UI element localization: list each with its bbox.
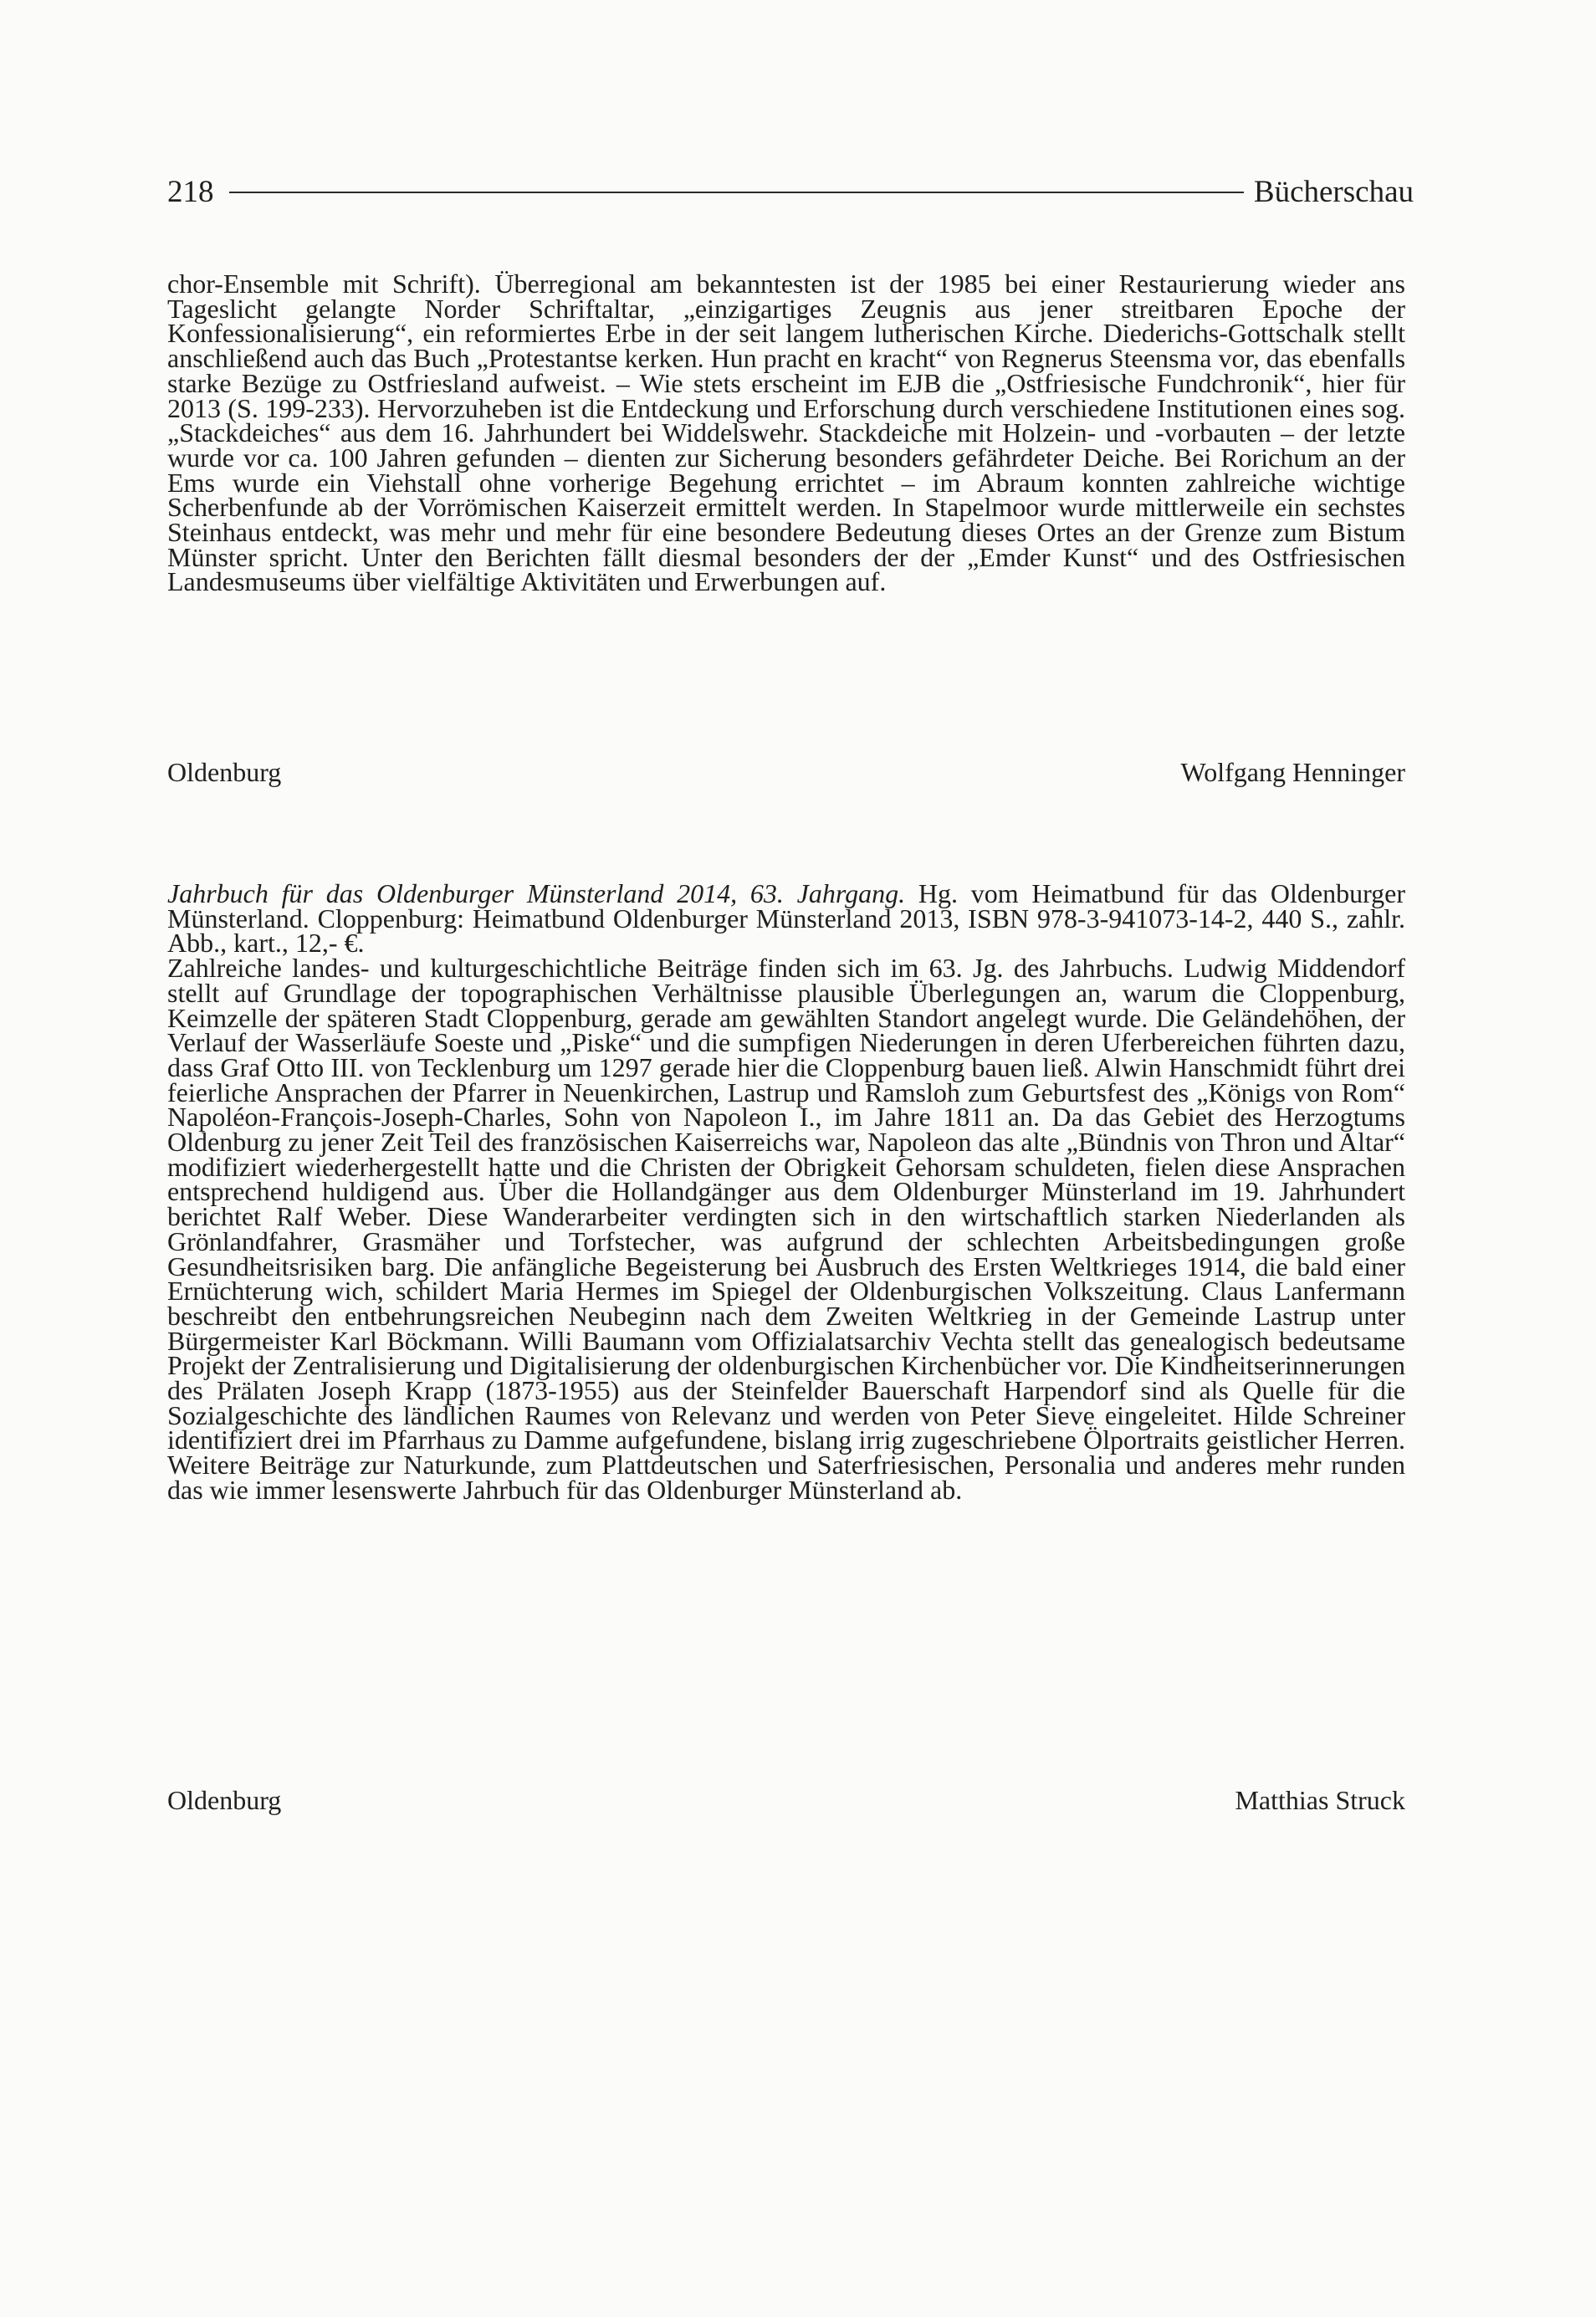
review-1 [167, 269, 1406, 597]
review-1-place: Oldenburg [167, 757, 282, 787]
review-2-signature [167, 1785, 1405, 1815]
review-1-signature [167, 757, 1405, 787]
review-2-author: Matthias Struck [1235, 1785, 1405, 1815]
review-1-author: Wolfgang Henninger [1180, 757, 1405, 787]
review-2-bib-details: Hg. vom Heimatbund für das Oldenburger Münsterland. Cloppenburg: Heimatbund Oldenburger Münsterland 2013, ISBN 978-3-941073-14-2, 440 S., zahlr. Abb., kart., 12,- €. [167, 878, 1406, 959]
review-2-place: Oldenburg [167, 1785, 282, 1815]
review-1-text: chor-Ensemble mit Schrift). Überregional am bekanntesten ist der 1985 bei einer Restaurierung wieder ans Tageslicht gelangte Norder Schriftaltar, „einzigartiges Zeugnis aus jener streitbaren Epoche der Konfessionalisierung“, ein reformiertes Erbe in der seit langem lutherischen Kirche. Diederichs-Gottschalk stellt anschließend auch das Buch „Protestantse kerken. Hun pracht en kracht“ von Regnerus Steensma vor, das ebenfalls starke Bezüge zu Ostfriesland aufweist. – Wie stets erscheint im EJB die „Ostfriesische Fundchronik“, hier für 2013 (S. 199-233). Hervorzuheben ist die Entdeckung und Erforschung durch verschiedene Institutionen eines sog. „Stackdeiches“ aus dem 16. Jahrhundert bei Widdelswehr. Stackdeiche mit Holzein- und -vorbauten – der letzte wurde vor ca. 100 Jahren gefunden – dienten zur Sicherung besonders gefährdeter Deiche. Bei Rorichum an der Ems wurde ein Viehstall ohne vorherige Begehung errichtet – im Abraum konnten zahlreiche wichtige Scherbenfunde ab der Vorrömischen Kaiserzeit ermittelt werden. In Stapelmoor wurde mittlerweile ein sechstes Steinhaus entdeckt, was mehr und mehr für eine besondere Bedeutung dieses Ortes an der Grenze zum Bistum Münster spricht. Unter den Berichten fällt diesmal besonders der der „Emder Kunst“ und des Ostfriesischen Landesmuseums über vielfältige Aktivitäten und Erwerbungen auf. [167, 269, 1406, 597]
header-rule [229, 192, 1244, 193]
section-title: Bücherschau [1253, 175, 1414, 209]
page-number: 218 [167, 175, 214, 209]
review-2-text: Zahlreiche landes- und kulturgeschichtliche Beiträge finden sich im 63. Jg. des Jahrbuchs. Ludwig Middendorf stellt auf Grundlage der topographischen Verhältnisse plausible Überlegungen an, warum die Cloppenburg, Keimzelle der späteren Stadt Cloppenburg, gerade am gewählten Standort angelegt wurde. Die Geländehöhen, der Verlauf der Wasserläufe Soeste und „Piske“ und die sumpfigen Niederungen in deren Uferbereichen führten dazu, dass Graf Otto III. von Tecklenburg um 1297 gerade hier die Cloppenburg bauen ließ. Alwin Hanschmidt führt drei feierliche Ansprachen der Pfarrer in Neuenkirchen, Lastrup und Ramsloh zum Geburtsfest des „Königs von Rom“ Napoléon-François-Joseph-Charles, Sohn von Napoleon I., im Jahre 1811 an. Da das Gebiet des Herzogtums Oldenburg zu jener Zeit Teil des französischen Kaiserreichs war, Napoleon das alte „Bündnis von Thron und Altar“ modifiziert wiederhergestellt hatte und die Christen der Obrigkeit Gehorsam schuldeten, fielen diese Ansprachen entsprechend huldigend aus. Über die Hollandgänger aus dem Oldenburger Münsterland im 19. Jahrhundert berichtet Ralf Weber. Diese Wanderarbeiter verdingten sich in den wirtschaftlich starken Niederlanden als Grönlandfahrer, Grasmäher und Torfstecher, was aufgrund der schlechten Arbeitsbedingungen große Gesundheitsrisiken barg. Die anfängliche Begeisterung bei Ausbruch des Ersten Weltkrieges 1914, die bald einer Ernüchterung wich, schildert Maria Hermes im Spiegel der Oldenburgischen Volkszeitung. Claus Lanfermann beschreibt den entbehrungsreichen Neubeginn nach dem Zweiten Weltkrieg in der Gemeinde Lastrup unter Bürgermeister Karl Böckmann. Willi Baumann vom Offizialatsarchiv Vechta stellt das genealogisch bedeutsame Projekt der Zentralisierung und Digitalisierung der oldenburgischen Kirchenbücher vor. Die Kindheitserinnerungen des Prälaten Joseph Krapp (1873-1955) aus der Steinfelder Bauerschaft Harpendorf sind als Quelle für die Sozialgeschichte des ländlichen Raumes von Relevanz und werden von Peter Sieve eingeleitet. Hilde Schreiner identifiziert drei im Pfarrhaus zu Damme aufgefundene, bislang irrig zugeschriebene Ölportraits geistlicher Herren. Weitere Beiträge zur Naturkunde, zum Plattdeutschen und Saterfriesischen, Personalia und anderes mehr runden das wie immer lesenswerte Jahrbuch für das Oldenburger Münsterland ab. [167, 953, 1405, 1505]
running-head [167, 176, 1414, 209]
review-2-book-title: Jahrbuch für das Oldenburger Münsterland 2014, 63. Jahrgang. [167, 878, 906, 908]
review-2 [167, 878, 1406, 1505]
review-2-bibliography [167, 878, 1406, 959]
